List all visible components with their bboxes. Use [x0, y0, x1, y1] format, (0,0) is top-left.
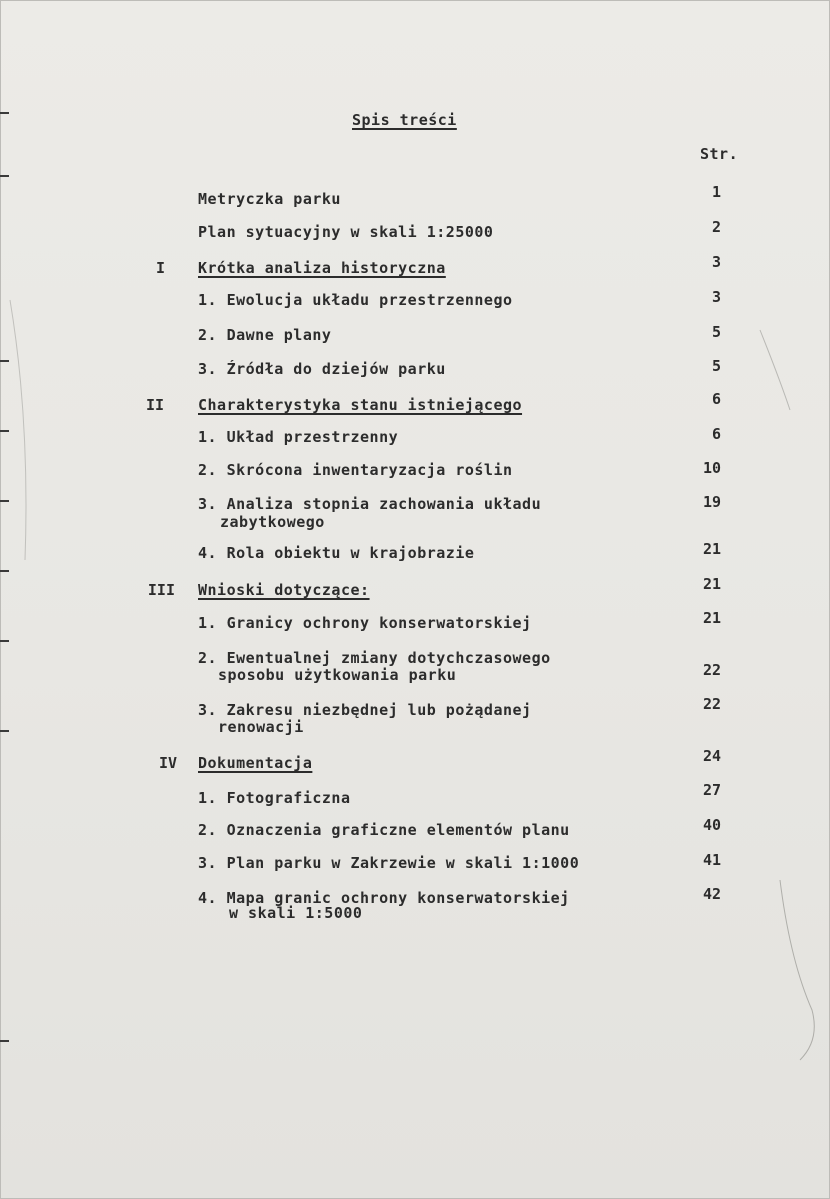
section-numeral: IV	[158, 754, 177, 772]
toc-item-title: 2. Skrócona inwentaryzacja roślin	[198, 461, 513, 479]
section-numeral: I	[155, 259, 165, 277]
toc-item-title: 1. Ewolucja układu przestrzennego	[198, 291, 513, 309]
toc-item-title-continued: w skali 1:5000	[229, 904, 363, 922]
toc-item-title: 2. Oznaczenia graficzne elementów planu	[198, 821, 570, 839]
toc-item-title-continued: renowacji	[218, 718, 304, 736]
section-title: Wnioski dotyczące:	[198, 581, 370, 599]
toc-item-title: 2. Dawne plany	[198, 326, 332, 344]
section-title: Dokumentacja	[198, 754, 313, 772]
section-numeral: II	[145, 396, 164, 414]
toc-item-page: 22	[702, 661, 721, 679]
page-column-label: Str.	[700, 145, 739, 163]
toc-item-title: 4. Mapa granic ochrony konserwatorskiej	[198, 889, 570, 907]
toc-item-title: 3. Analiza stopnia zachowania układu	[198, 495, 542, 513]
toc-item-page: 40	[702, 816, 721, 834]
section-title: Charakterystyka stanu istniejącego	[198, 396, 523, 414]
toc-item-title: 3. Plan parku w Zakrzewie w skali 1:1000	[198, 854, 580, 872]
toc-item-title: 1. Granicy ochrony konserwatorskiej	[198, 614, 532, 632]
toc-item-page: 19	[702, 493, 721, 511]
toc-item-page: 1	[711, 183, 721, 201]
toc-item-title: 3. Zakresu niezbędnej lub pożądanej	[198, 701, 532, 719]
toc-heading: Spis treści	[352, 111, 457, 129]
toc-item-page: 22	[702, 695, 721, 713]
toc-item-title: 1. Układ przestrzenny	[198, 428, 399, 446]
toc-item-title: 3. Źródła do dziejów parku	[198, 360, 446, 378]
section-numeral: III	[147, 581, 175, 599]
toc-item-page: 3	[711, 288, 721, 306]
toc-item-title: 4. Rola obiektu w krajobrazie	[198, 544, 475, 562]
toc-item-title-continued: zabytkowego	[220, 513, 325, 531]
toc-item-page: 5	[711, 357, 721, 375]
toc-item-page: 2	[711, 218, 721, 236]
toc-item-title: 1. Fotograficzna	[198, 789, 351, 807]
toc-item-title: 2. Ewentualnej zmiany dotychczasowego	[198, 649, 551, 667]
section-page: 24	[702, 747, 721, 765]
toc-item-page: 6	[711, 425, 721, 443]
toc-item-title-continued: sposobu użytkowania parku	[218, 666, 457, 684]
section-page: 21	[702, 575, 721, 593]
toc-item-page: 21	[702, 609, 721, 627]
toc-item-page: 42	[702, 885, 721, 903]
toc-item-page: 27	[702, 781, 721, 799]
section-page: 3	[711, 253, 721, 271]
toc-item-page: 10	[702, 459, 721, 477]
toc-item-page: 21	[702, 540, 721, 558]
section-title: Krótka analiza historyczna	[198, 259, 446, 277]
toc-item-page: 5	[711, 323, 721, 341]
section-page: 6	[711, 390, 721, 408]
toc-item-title: Plan sytuacyjny w skali 1:25000	[198, 223, 494, 241]
toc-item-title: Metryczka parku	[198, 190, 341, 208]
toc-item-page: 41	[702, 851, 721, 869]
